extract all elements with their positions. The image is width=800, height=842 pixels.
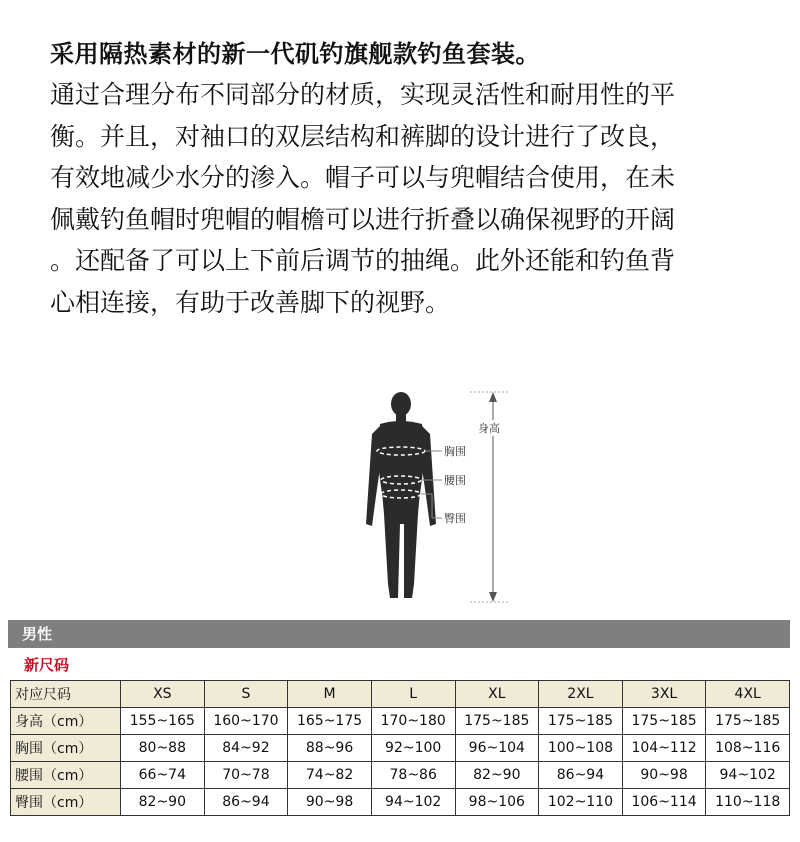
- table-cell: 165~175: [288, 708, 372, 735]
- table-cell: 104~112: [622, 735, 706, 762]
- size-header-cell: M: [288, 681, 372, 708]
- table-cell: 80~88: [121, 735, 205, 762]
- table-cell: 82~90: [455, 762, 539, 789]
- table-cell: 74~82: [288, 762, 372, 789]
- table-cell: 175~185: [706, 708, 790, 735]
- size-header-row: [11, 681, 790, 708]
- size-header-cell: 3XL: [622, 681, 706, 708]
- height-label: 身高: [478, 422, 500, 435]
- waist-label: 腰围: [444, 474, 466, 487]
- table-row: [11, 789, 790, 816]
- human-silhouette: [366, 392, 436, 598]
- description-line: 衡。并且，对袖口的双层结构和裤脚的设计进行了改良，: [50, 121, 676, 151]
- table-cell: 160~170: [204, 708, 288, 735]
- size-header-cell: L: [371, 681, 455, 708]
- gender-section-header: 男性: [8, 620, 790, 648]
- table-cell: 155~165: [121, 708, 205, 735]
- table-row: [11, 735, 790, 762]
- table-cell: 170~180: [371, 708, 455, 735]
- table-cell: 175~185: [622, 708, 706, 735]
- size-header-cell: S: [204, 681, 288, 708]
- row-label: 胸围（cm）: [11, 735, 121, 762]
- table-cell: 66~74: [121, 762, 205, 789]
- description-line: 通过合理分布不同部分的材质，实现灵活性和耐用性的平: [50, 80, 676, 109]
- table-cell: 82~90: [121, 789, 205, 816]
- table-cell: 96~104: [455, 735, 539, 762]
- product-description: [50, 74, 762, 323]
- size-header-cell: 2XL: [539, 681, 623, 708]
- table-cell: 78~86: [371, 762, 455, 789]
- table-cell: 108~116: [706, 735, 790, 762]
- table-cell: 110~118: [706, 789, 790, 816]
- new-size-label: 新尺码: [24, 656, 70, 674]
- table-cell: 94~102: [706, 762, 790, 789]
- hip-label: 臀围: [444, 512, 466, 525]
- table-cell: 175~185: [539, 708, 623, 735]
- table-cell: 98~106: [455, 789, 539, 816]
- table-cell: 106~114: [622, 789, 706, 816]
- chest-label: 胸围: [444, 445, 466, 458]
- size-corner-cell: 对应尺码: [11, 681, 121, 708]
- size-header-cell: XS: [121, 681, 205, 708]
- row-label: 身高（cm）: [11, 708, 121, 735]
- table-cell: 86~94: [204, 789, 288, 816]
- body-measurement-figure: [360, 384, 520, 610]
- table-row: [11, 708, 790, 735]
- table-row: [11, 762, 790, 789]
- size-header-cell: XL: [455, 681, 539, 708]
- description-line: 佩戴钓鱼帽时兜帽的帽檐可以进行折叠以确保视野的开阔: [50, 204, 676, 234]
- product-title: 采用隔热素材的新一代矶钓旗舰款钓鱼套装。: [50, 40, 540, 68]
- table-cell: 94~102: [371, 789, 455, 816]
- description-line: 。还配备了可以上下前后调节的抽绳。此外还能和钓鱼背: [50, 246, 676, 275]
- table-cell: 102~110: [539, 789, 623, 816]
- row-label: 臀围（cm）: [11, 789, 121, 816]
- row-label: 腰围（cm）: [11, 762, 121, 789]
- table-cell: 84~92: [204, 735, 288, 762]
- description-line: 心相连接，有助于改善脚下的视野。: [50, 287, 451, 317]
- description-line: 有效地减少水分的渗入。帽子可以与兜帽结合使用，在未: [50, 163, 676, 192]
- size-chart-table: [10, 680, 790, 816]
- table-cell: 90~98: [288, 789, 372, 816]
- table-cell: 90~98: [622, 762, 706, 789]
- table-cell: 70~78: [204, 762, 288, 789]
- table-cell: 175~185: [455, 708, 539, 735]
- table-cell: 92~100: [371, 735, 455, 762]
- table-cell: 86~94: [539, 762, 623, 789]
- size-header-cell: 4XL: [706, 681, 790, 708]
- body-silhouette-icon: [360, 384, 520, 610]
- table-cell: 88~96: [288, 735, 372, 762]
- table-cell: 100~108: [539, 735, 623, 762]
